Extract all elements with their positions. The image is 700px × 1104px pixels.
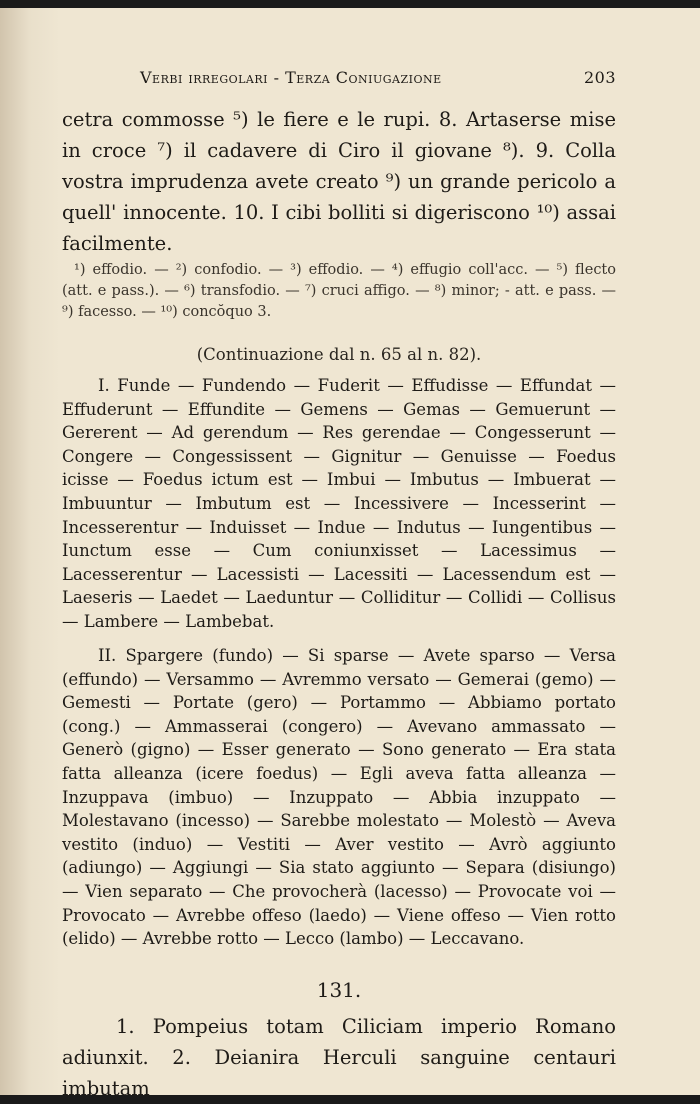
exercise-continuation [62,104,616,259]
exercise-italian-list [62,644,616,951]
book-page [0,8,700,1100]
paragraph: I. Funde — Fundendo — Fuderit — Effudisse — Effundat — Effuderunt — Effundite — Gemens — Gemas — Gemuerunt — Gererent — Ad gerendum — Res gerendae — Congesserunt — Congere — Congessissent — Gignitur — Genuisse — Foedus icisse — Foedus ictum est — Imbui — Imbutus — Imbuerat — Imbuuntur — Imbutum est — Incessivere — Incesserint — Incesserentur — Induisset — Indue — Indutus — Iungentibus — Iunctum esse — Cum coniunxisset — Lacessimus — Lacesserentur — Lacessisti — Lacessiti — Lacessendum est — Laeseris — Laedet — Laeduntur — Colliditur — Collidi — Collisus — Lambere — Lambebat. [62,376,616,631]
footnotes [62,260,616,323]
section-number: 131. [316,978,362,1002]
paragraph: 1. Pompeius totam Ciliciam imperio Romano adiunxit. 2. Deianira Herculi sanguine centauri imbutam [62,1015,616,1100]
paragraph: II. Spargere (fundo) — Si sparse — Avete sparso — Versa (effundo) — Versammo — Avremmo versato — Gemerai (gemo) — Gemesti — Portate (gero) — Portammo — Abbiamo portato (cong.) — Ammasserai (congero) — Avevano ammassato — Generò (gigno) — Esser generato — Sono generato — Era stata fatta alleanza (icere foedus) — Egli aveva fatta alleanza — Inzuppava (imbuo) — Inzuppato — Abbia inzuppato — Molestavano (incesso) — Sarebbe molestato — Molestò — Aveva vestito (induo) — Vestiti — Aver vestito — Avrò aggiunto (adiungo) — Aggiungi — Sia stato aggiunto — Separa (disiungo) — Vien separato — Che provocherà (lacesso) — Provocate voi — Provocato — Avrebbe offeso (laedo) — Viene offeso — Vien rotto (elido) — Avrebbe rotto — Lecco (lambo) — Leccavano. [62,646,616,949]
chapter-title: Verbi irregolari - Terza Coniugazione [140,68,442,87]
footnote-text: ¹) effodio. — ²) confodio. — ³) effodio. — ⁴) effugio coll'acc. — ⁵) flecto (att. e pass.). — ⁶) transfodio. — ⁷) cruci affigo. — ⁸) minor; - att. e pass. — ⁹) facesso. — ¹⁰) concŏquo 3. [62,262,616,320]
page-number: 203 [583,68,616,87]
paragraph: cetra commosse ⁵) le fiere e le rupi. 8. Artaserse mise in croce ⁷) il cadavere di Ciro il giovane ⁸). 9. Colla vostra imprudenza avete creato ⁹) un grande pericolo a quell' innocente. 10. I cibi bolliti si digeriscono ¹⁰) assai facilmente. [62,108,616,255]
continuation-note: (Continuazione dal n. 65 al n. 82). [196,345,482,364]
running-header [140,68,616,87]
exercise-latin-list [62,374,616,634]
next-exercise [62,1011,616,1104]
